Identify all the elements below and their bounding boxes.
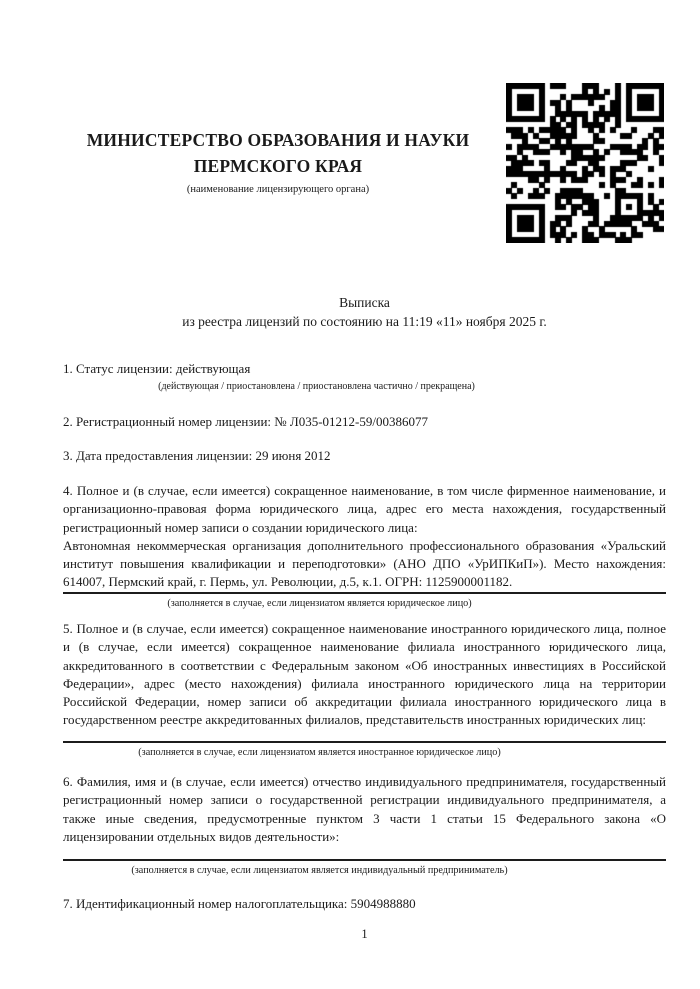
registration-number-text: 2. Регистрационный номер лицензии: № Л035-01212-59/00386077 bbox=[63, 414, 429, 429]
document-subtitle: из реестра лицензий по состоянию на 11:19 «11» ноября 2025 г. bbox=[182, 313, 547, 329]
item-license-date bbox=[63, 447, 666, 465]
item-taxpayer-number bbox=[63, 895, 666, 913]
legal-entity-field-line bbox=[63, 592, 666, 594]
page-number: 1 bbox=[361, 927, 368, 941]
item-legal-entity bbox=[63, 482, 666, 610]
item-individual-entrepreneur bbox=[63, 773, 666, 877]
ministry-name-caption: (наименование лицензирующего органа) bbox=[186, 184, 370, 195]
individual-entrepreneur-caption: (заполняется в случае, если лицензиатом является индивидуальный предприниматель) bbox=[131, 865, 508, 877]
qr-code-icon bbox=[506, 83, 664, 243]
foreign-entity-caption: (заполняется в случае, если лицензиатом является иностранное юридическое лицо) bbox=[138, 746, 501, 758]
individual-entrepreneur-field-line bbox=[63, 859, 666, 861]
foreign-entity-field-line bbox=[63, 741, 666, 743]
license-status-options-caption: (действующая / приостановлена / приостановлена частично / прекращена) bbox=[158, 381, 475, 393]
legal-entity-label: 4. Полное и (в случае, если имеется) сокращенное наименование, в том числе фирменное наименование, и организационно-правовая форма юридического лица, адрес его места нахождения, государственный регистрационный номер записи о создании юридического лица: bbox=[63, 483, 666, 535]
license-status-text: 1. Статус лицензии: действующая bbox=[63, 361, 251, 376]
item-license-status bbox=[63, 360, 666, 393]
license-date-text: 3. Дата предоставления лицензии: 29 июня 2012 bbox=[63, 448, 331, 463]
qr-code-canvas bbox=[506, 83, 664, 243]
foreign-entity-label: 5. Полное и (в случае, если имеется) сокращенное наименование иностранного юридического лица, полное и (в случае, если имеется) сокращенное наименование филиала иностранного юридического лица, аккредитованного в соответствии с Федеральным законом «Об иностранных инвестициях в Российской Федерации», адрес (место нахождения) филиала иностранного юридического лица на территории Российской Федерации, номер записи об аккредитации филиала иностранного юридического лица в государственном реестре аккредитованных филиалов, представительств иностранных юридических лиц: bbox=[63, 621, 666, 728]
licensing-authority-block bbox=[63, 127, 493, 196]
document-title-block bbox=[63, 294, 666, 331]
item-registration-number bbox=[63, 413, 666, 431]
document-title: Выписка bbox=[339, 295, 390, 310]
legal-entity-caption: (заполняется в случае, если лицензиатом является юридическое лицо) bbox=[167, 597, 472, 609]
taxpayer-number-text: 7. Идентификационный номер налогоплательщика: 5904988880 bbox=[63, 896, 416, 911]
legal-entity-value: Автономная некоммерческая организация дополнительного профессионального образования «Уральский институт повышения квалификации и переподготовки» (АНО ДПО «УрИПКиП»). Место нахождения: 614007, Пермский край, г. Пермь, ул. Революции, д.5, к.1. ОГРН: 1125900001182. bbox=[63, 537, 666, 590]
ministry-name-title: МИНИСТЕРСТВО ОБРАЗОВАНИЯ И НАУКИ ПЕРМСКОГО КРАЯ bbox=[86, 130, 470, 176]
item-foreign-entity bbox=[63, 620, 666, 759]
individual-entrepreneur-label: 6. Фамилия, имя и (в случае, если имеется) отчество индивидуального предпринимателя, государственный регистрационный номер записи о государственной регистрации индивидуального предпринимателя, а также иные сведения, предусмотренные пунктом 3 части 1 статьи 15 Федерального закона «О лицензировании отдельных видов деятельности»: bbox=[63, 774, 666, 844]
